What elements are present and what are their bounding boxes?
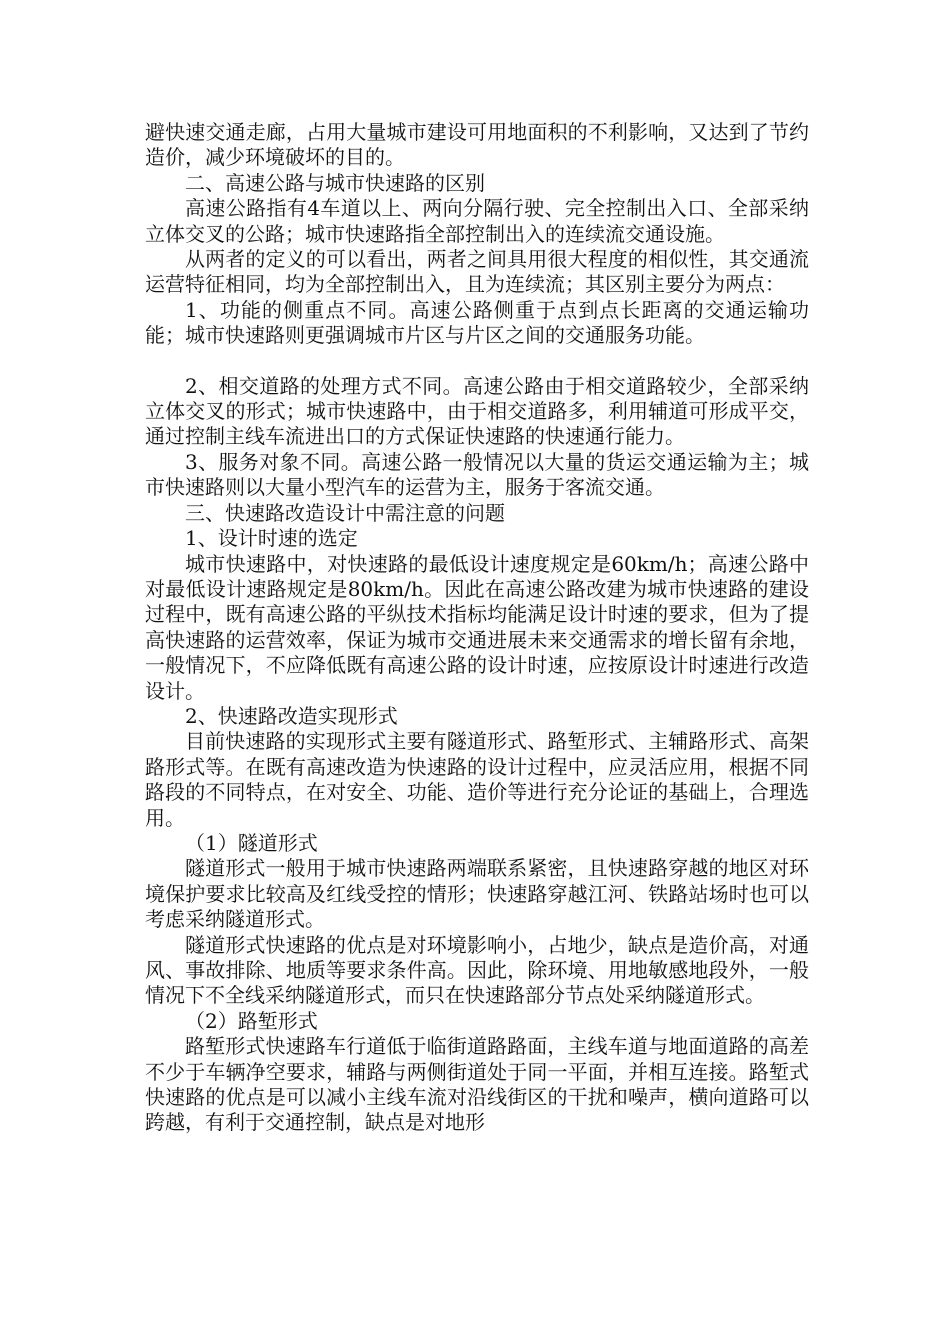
paragraph: 避快速交通走廊，占用大量城市建设可用地面积的不利影响，又达到了节约造价，减少环境破坏的目的。 bbox=[145, 120, 809, 170]
list-item: 3、服务对象不同。高速公路一般情况以大量的货运交通运输为主；城市快速路则以大量小型汽车的运营为主，服务于客流交通。 bbox=[145, 449, 809, 500]
section-heading: 三、快速路改造设计中需注意的问题 bbox=[185, 500, 505, 525]
subsection-heading: （2）路堑形式 bbox=[185, 1008, 318, 1033]
list-item: 1、功能的侧重点不同。高速公路侧重于点到点长距离的交通运输功能；城市快速路则更强调城市片区与片区之间的交通服务功能。 bbox=[145, 297, 809, 348]
section-heading: 二、高速公路与城市快速路的区别 bbox=[185, 170, 485, 195]
subsection-heading: 2、快速路改造实现形式 bbox=[185, 703, 398, 728]
paragraph: 隧道形式快速路的优点是对环境影响小，占地少，缺点是造价高，对通风、事故排除、地质等要求条件高。因此，除环境、用地敏感地段外，一般情况下不全线采纳隧道形式，而只在快速路部分节点处采纳隧道形式。 bbox=[145, 932, 809, 1008]
list-item: 2、相交道路的处理方式不同。高速公路由于相交道路较少，全部采纳立体交叉的形式；城市快速路中，由于相交道路多，利用辅道可形成平交，通过控制主线车流进出口的方式保证快速路的快速通行能力。 bbox=[145, 373, 809, 449]
paragraph: 高速公路指有4车道以上、两向分隔行驶、完全控制出入口、全部采纳立体交叉的公路；城市快速路指全部控制出入的连续流交通设施。 bbox=[145, 196, 809, 246]
paragraph: 城市快速路中，对快速路的最低设计速度规定是60km/h；高速公路中对最低设计速路规定是80km/h。因此在高速公路改建为城市快速路的建设过程中，既有高速公路的平纵技术指标均能满足设计时速的要求，但为了提高快速路的运营效率，保证为城市交通进展未来交通需求的增长留有余地，一般情况下，不应降低既有高速公路的设计时速，应按原设计时速进行改造设计。 bbox=[145, 551, 809, 703]
paragraph: 从两者的定义的可以看出，两者之间具用很大程度的相似性，其交通流运营特征相同，均为全部控制出入，且为连续流；其区别主要分为两点： bbox=[145, 247, 809, 297]
paragraph: 隧道形式一般用于城市快速路两端联系紧密，且快速路穿越的地区对环境保护要求比较高及红线受控的情形；快速路穿越江河、铁路站场时也可以考虑采纳隧道形式。 bbox=[145, 856, 809, 932]
body-text bbox=[145, 120, 809, 1136]
paragraph: 路堑形式快速路车行道低于临街道路路面，主线车道与地面道路的高差不少于车辆净空要求，辅路与两侧街道处于同一平面，并相互连接。路堑式快速路的优点是可以减小主线车流对沿线街区的干扰和噪声，横向道路可以跨越，有利于交通控制，缺点是对地形 bbox=[145, 1034, 809, 1135]
paragraph: 目前快速路的实现形式主要有隧道形式、路堑形式、主辅路形式、高架路形式等。在既有高速改造为快速路的设计过程中，应灵活应用，根据不同路段的不同特点，在对安全、功能、造价等进行充分论证的基础上，合理选用。 bbox=[145, 729, 809, 830]
subsection-heading: 1、设计时速的选定 bbox=[185, 526, 358, 551]
subsection-heading: （1）隧道形式 bbox=[185, 830, 318, 855]
